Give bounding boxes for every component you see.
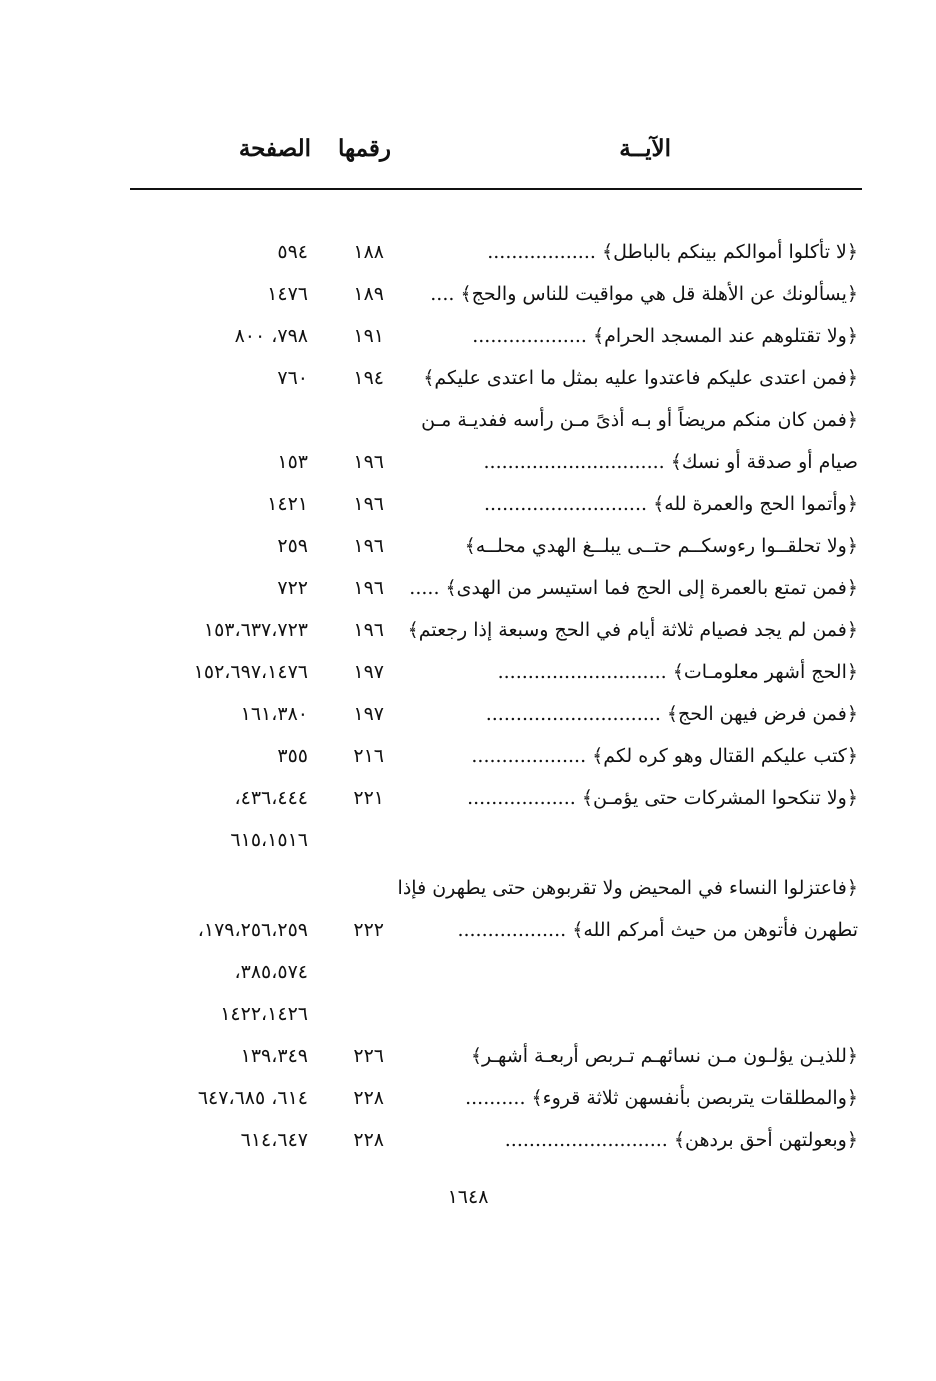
ayah-number: ٢٢٦	[353, 1045, 384, 1067]
ayah-number	[334, 400, 384, 440]
table-row	[0, 910, 936, 950]
ayah-text: ﴿ولا تنكحوا المشركات حتى يؤمـن﴾ ..................	[467, 787, 858, 809]
ayah-number: ١٩١	[353, 325, 384, 347]
page-references: ٧٩٨، ٨٠٠	[234, 325, 308, 347]
page-references: ٣٥٥	[277, 745, 308, 767]
table-row	[0, 484, 936, 524]
ayah-number: ١٩٦	[353, 493, 384, 515]
table-row	[0, 610, 936, 650]
table-row	[0, 736, 936, 776]
table-row	[0, 526, 936, 566]
header-rule	[130, 188, 862, 190]
ayah-number: ١٩٦	[353, 619, 384, 641]
ayah-text: ﴿فمن لم يجد فصيام ثلاثة أيام في الحج وسبعة إذا رجعتم﴾	[407, 619, 858, 641]
page-references: ٦١٥،١٥١٦	[230, 829, 308, 851]
ayah-text: صيام أو صدقة أو نسك﴾ ..............................	[483, 451, 858, 473]
page-references: ٦١٤،٦٤٧	[240, 1129, 308, 1151]
table-row	[0, 232, 936, 272]
table-row	[0, 778, 936, 818]
page-references	[88, 400, 308, 440]
ayah-number: ١٩٧	[353, 661, 384, 683]
ayah-number: ١٩٤	[353, 367, 384, 389]
ayah-number: ١٩٦	[353, 451, 384, 473]
table-row	[0, 694, 936, 734]
table-row	[0, 316, 936, 356]
ayah-number: ١٨٩	[353, 283, 384, 305]
header-page: الصفحة	[238, 135, 311, 162]
page-references: ١٦١،٣٨٠	[240, 703, 308, 725]
page-number: ١٦٤٨	[447, 1186, 489, 1208]
page-references: ٥٩٤	[277, 241, 308, 263]
ayah-number: ٢٢٨	[353, 1129, 384, 1151]
ayah-text	[398, 994, 858, 1034]
table-row	[0, 1036, 936, 1076]
table-row	[0, 1120, 936, 1160]
table-row	[0, 994, 936, 1034]
table-row	[0, 568, 936, 608]
ayah-text: ﴿كتب عليكم القتال وهو كره لكم﴾ ...................	[471, 745, 858, 767]
page-references: ١٣٩،٣٤٩	[240, 1045, 308, 1067]
table-row	[0, 1078, 936, 1118]
page-references: ١٥٢،٦٩٧،١٤٧٦	[193, 661, 308, 683]
ayah-text: ﴿فمن كان منكم مريضاً أو بـه أذىً مـن رأسه ففديـة مـن	[421, 409, 858, 431]
ayah-text: ﴿ولا تحلقــوا رءوسكــم حتــى يبلــغ الهدي محلــه﴾	[464, 535, 858, 557]
page-references: ١٥٣	[277, 451, 308, 473]
ayah-number: ٢٢٢	[353, 919, 384, 941]
table-row	[0, 400, 936, 440]
page-references: ١٤٢١	[267, 493, 308, 515]
ayah-text: ﴿الحج أشهر معلومـات﴾ ............................	[497, 661, 858, 683]
page-references: ٧٢٢	[277, 577, 308, 599]
ayah-text: ﴿وبعولتهن أحق بردهن﴾ ...........................	[504, 1129, 858, 1151]
ayah-number: ١٩٦	[353, 535, 384, 557]
page-references: ١٤٢٢،١٤٢٦	[220, 1003, 308, 1025]
ayah-number: ٢١٦	[353, 745, 384, 767]
table-row	[0, 442, 936, 482]
ayah-text: ﴿يسألونك عن الأهلة قل هي مواقيت للناس والحج﴾ ....	[430, 283, 858, 305]
ayah-number: ١٩٦	[353, 577, 384, 599]
page-references: ٤٣٦،٤٤٤،	[234, 787, 308, 809]
ayah-text: ﴿فمن فرض فيهن الحج﴾ .............................	[485, 703, 858, 725]
page-references	[88, 868, 308, 908]
page-references: ٧٦٠	[277, 367, 308, 389]
ayah-text: ﴿لا تأكلوا أموالكم بينكم بالباطل﴾ ..................	[487, 241, 858, 263]
page-references: ٢٥٩	[277, 535, 308, 557]
table-row	[0, 652, 936, 692]
ayah-text: ﴿ولا تقتلوهم عند المسجد الحرام﴾ ...................	[472, 325, 858, 347]
ayah-number: ١٩٧	[353, 703, 384, 725]
page-references: ١٥٣،٦٣٧،٧٢٣	[203, 619, 308, 641]
ayah-text: ﴿للذيـن يؤلـون مـن نسائهـم تـربص أربعـة أشهـر﴾	[470, 1045, 858, 1067]
ayah-number: ٢٢١	[353, 787, 384, 809]
ayah-number: ٢٢٨	[353, 1087, 384, 1109]
page-references: ١٤٧٦	[267, 283, 308, 305]
page-references: ٣٨٥،٥٧٤،	[234, 961, 308, 983]
ayah-text	[398, 952, 858, 992]
table-header	[0, 135, 936, 179]
ayah-text	[398, 820, 858, 860]
ayah-text: ﴿وأتموا الحج والعمرة لله﴾ ...........................	[483, 493, 858, 515]
table-row	[0, 358, 936, 398]
table-row	[0, 868, 936, 908]
header-number: رقمها	[337, 135, 391, 162]
ayah-number	[334, 994, 384, 1034]
ayah-text: ﴿فاعتزلوا النساء في المحيض ولا تقربوهن حتى يطهرن فإذا	[397, 877, 858, 899]
ayah-text: ﴿فمن اعتدى عليكم فاعتدوا عليه بمثل ما اعتدى عليكم﴾	[423, 367, 858, 389]
page-references: ٦١٤، ٦٤٧،٦٨٥	[197, 1087, 308, 1109]
page-references: ١٧٩،٢٥٦،٢٥٩،	[197, 919, 308, 941]
table-row	[0, 820, 936, 860]
header-ayah: الآيــة	[619, 135, 671, 162]
ayah-text: ﴿والمطلقات يتربصن بأنفسهن ثلاثة قروء﴾ ..........	[465, 1087, 858, 1109]
table-row	[0, 952, 936, 992]
ayah-number	[334, 952, 384, 992]
ayah-number: ١٨٨	[353, 241, 384, 263]
table-row	[0, 274, 936, 314]
ayah-text: ﴿فمن تمتع بالعمرة إلى الحج فما استيسر من الهدى﴾ .....	[409, 577, 858, 599]
ayah-number	[334, 820, 384, 860]
ayah-number	[334, 868, 384, 908]
ayah-text: تطهرن فأتوهن من حيث أمركم الله﴾ ..................	[457, 919, 858, 941]
